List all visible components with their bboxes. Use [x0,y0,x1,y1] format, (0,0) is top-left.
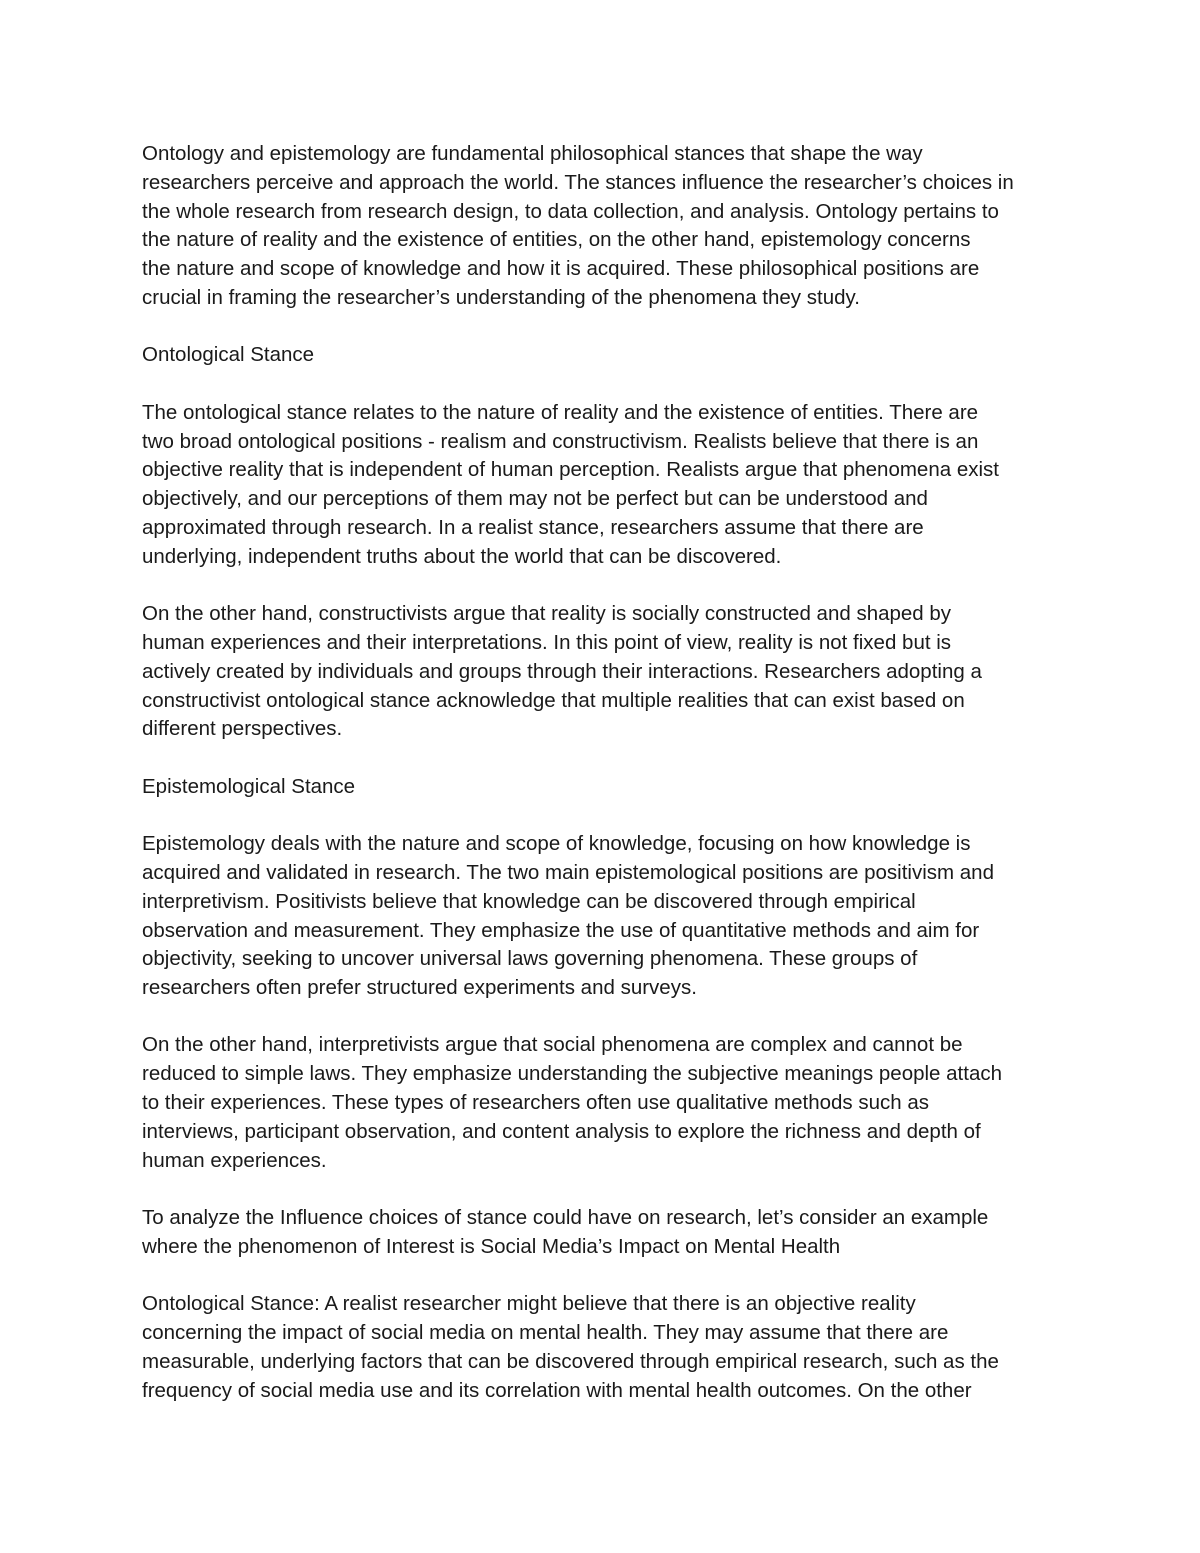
text-line: two broad ontological positions - realism and constructivism. Realists believe that there is an [142,429,979,453]
epistemology-paragraph [142,830,1060,1003]
text-line: On the other hand, interpretivists argue that social phenomena are complex and cannot be [142,1033,963,1057]
text-line: different perspectives. [142,717,343,741]
example-ontological-paragraph [142,1290,1060,1405]
text-line: On the other hand, constructivists argue that reality is socially constructed and shaped by [142,602,952,626]
text-line: acquired and validated in research. The two main epistemological positions are positivism and [142,860,994,884]
text-line: measurable, underlying factors that can be discovered through empirical research, such as the [142,1349,999,1373]
text-line: crucial in framing the researcher’s understanding of the phenomena they study. [142,285,860,309]
heading-text: Epistemological Stance [142,774,356,798]
text-line: the nature and scope of knowledge and how it is acquired. These philosophical positions are [142,257,980,281]
text-line: constructivist ontological stance acknowledge that multiple realities that can exist based on [142,688,965,712]
text-line: reduced to simple laws. They emphasize understanding the subjective meanings people attach [142,1062,1002,1086]
text-line: The ontological stance relates to the nature of reality and the existence of entities. There are [142,400,979,424]
text-line: researchers perceive and approach the world. The stances influence the researcher’s choices in [142,170,1014,194]
interpretivism-paragraph [142,1031,1060,1175]
text-line: To analyze the Influence choices of stance could have on research, let’s consider an example [142,1206,989,1230]
intro-paragraph [142,140,1060,313]
text-line: objectively, and our perceptions of them may not be perfect but can be understood and [142,487,928,511]
text-line: interpretivism. Positivists believe that knowledge can be discovered through empirical [142,889,916,913]
text-line: objectivity, seeking to uncover universal laws governing phenomena. These groups of [142,947,918,971]
document-body [142,140,1060,1434]
text-line: frequency of social media use and its correlation with mental health outcomes. On the other [142,1378,972,1402]
ontological-stance-heading [142,341,1060,370]
text-line: Epistemology deals with the nature and scope of knowledge, focusing on how knowledge is [142,832,971,856]
text-line: human experiences. [142,1148,327,1172]
text-line: interviews, participant observation, and content analysis to explore the richness and depth of [142,1119,981,1143]
text-line: to their experiences. These types of researchers often use qualitative methods such as [142,1091,930,1115]
text-line: where the phenomenon of Interest is Social Media’s Impact on Mental Health [142,1234,841,1258]
epistemological-stance-heading [142,773,1060,802]
heading-text: Ontological Stance [142,343,315,367]
text-line: observation and measurement. They emphasize the use of quantitative methods and aim for [142,918,980,942]
text-line: Ontological Stance: A realist researcher might believe that there is an objective reality [142,1292,916,1316]
constructivism-paragraph [142,600,1060,744]
text-line: objective reality that is independent of human perception. Realists argue that phenomena exist [142,458,999,482]
text-line: Ontology and epistemology are fundamental philosophical stances that shape the way [142,142,923,165]
text-line: the whole research from research design, to data collection, and analysis. Ontology pertains to [142,199,999,223]
text-line: approximated through research. In a realist stance, researchers assume that there are [142,515,924,539]
text-line: the nature of reality and the existence of entities, on the other hand, epistemology concerns [142,228,971,252]
text-line: human experiences and their interpretations. In this point of view, reality is not fixed but is [142,630,952,654]
ontological-stance-paragraph [142,399,1060,572]
text-line: actively created by individuals and groups through their interactions. Researchers adopting a [142,659,982,683]
text-line: researchers often prefer structured experiments and surveys. [142,976,697,1000]
text-line: underlying, independent truths about the world that can be discovered. [142,544,782,568]
text-line: concerning the impact of social media on mental health. They may assume that there are [142,1321,949,1345]
example-intro-paragraph [142,1204,1060,1262]
